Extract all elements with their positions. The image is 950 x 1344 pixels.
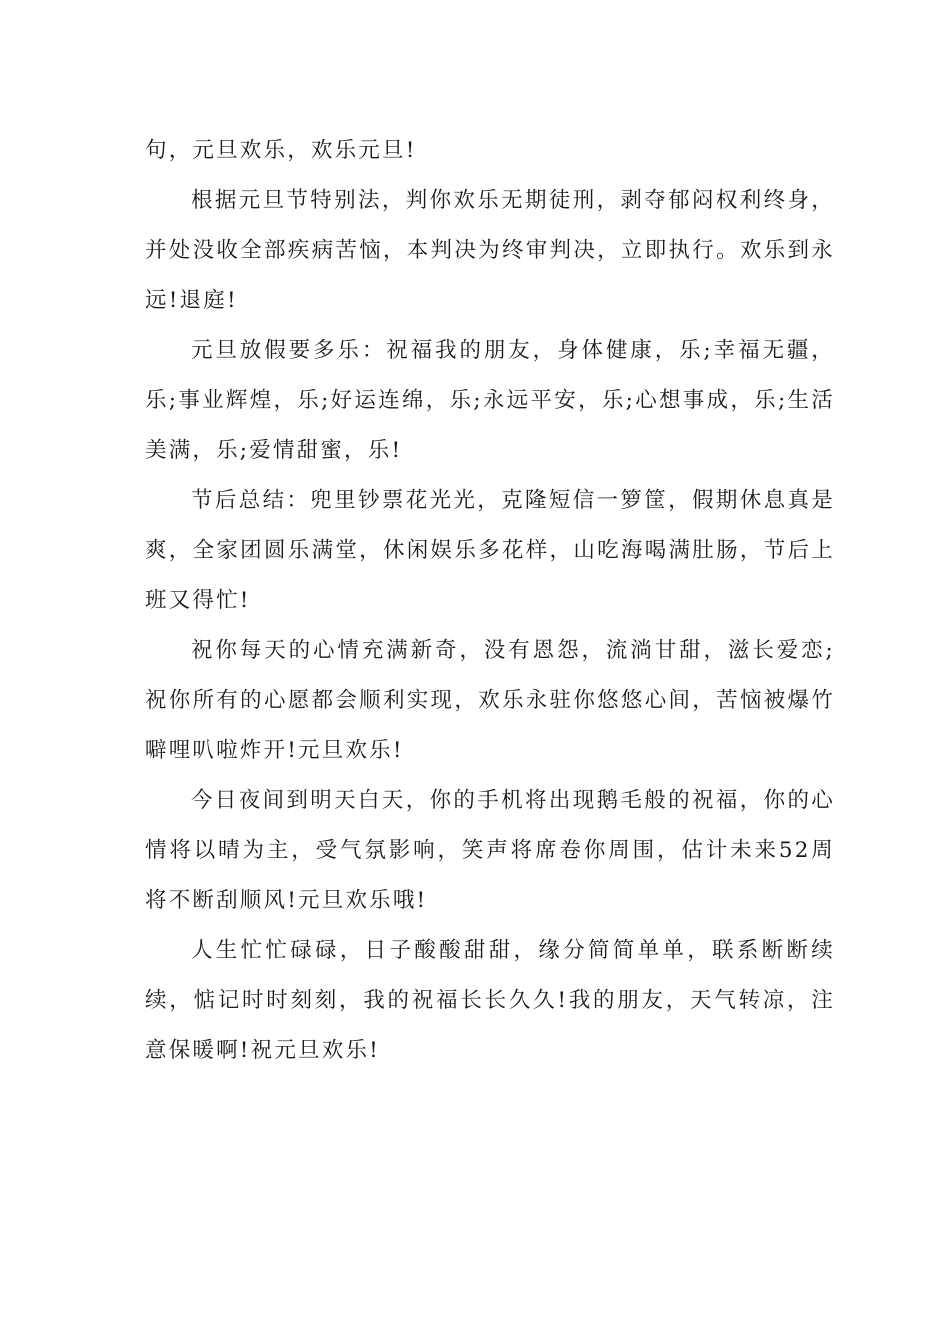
paragraph-2: 根据元旦节特别法，判你欢乐无期徒刑，剥夺郁闷权利终身，并处没收全部疾病苦恼，本判决为终审判决，立即执行。欢乐到永远!退庭! (145, 188, 835, 313)
paragraph-7: 人生忙忙碌碌，日子酸酸甜甜，缘分简简单单，联系断断续续，惦记时时刻刻，我的祝福长长久久!我的朋友，天气转凉，注意保暖啊!祝元旦欢乐! (145, 938, 835, 1063)
document-body (145, 126, 835, 1076)
paragraph-3: 元旦放假要多乐：祝福我的朋友，身体健康，乐;幸福无疆，乐;事业辉煌，乐;好运连绵，乐;永远平安，乐;心想事成，乐;生活美满，乐;爱情甜蜜，乐! (145, 338, 835, 463)
paragraph-5: 祝你每天的心情充满新奇，没有恩怨，流淌甘甜，滋长爱恋;祝你所有的心愿都会顺利实现，欢乐永驻你悠悠心间，苦恼被爆竹噼哩叭啦炸开!元旦欢乐! (145, 638, 835, 763)
paragraph-1: 句，元旦欢乐，欢乐元旦! (145, 138, 417, 163)
paragraph-6: 今日夜间到明天白天，你的手机将出现鹅毛般的祝福，你的心情将以晴为主，受气氛影响，笑声将席卷你周围，估计未来52周将不断刮顺风!元旦欢乐哦! (145, 788, 835, 913)
paragraph-4: 节后总结：兜里钞票花光光，克隆短信一箩筐，假期休息真是爽，全家团圆乐满堂，休闲娱乐多花样，山吃海喝满肚肠，节后上班又得忙! (145, 488, 835, 613)
